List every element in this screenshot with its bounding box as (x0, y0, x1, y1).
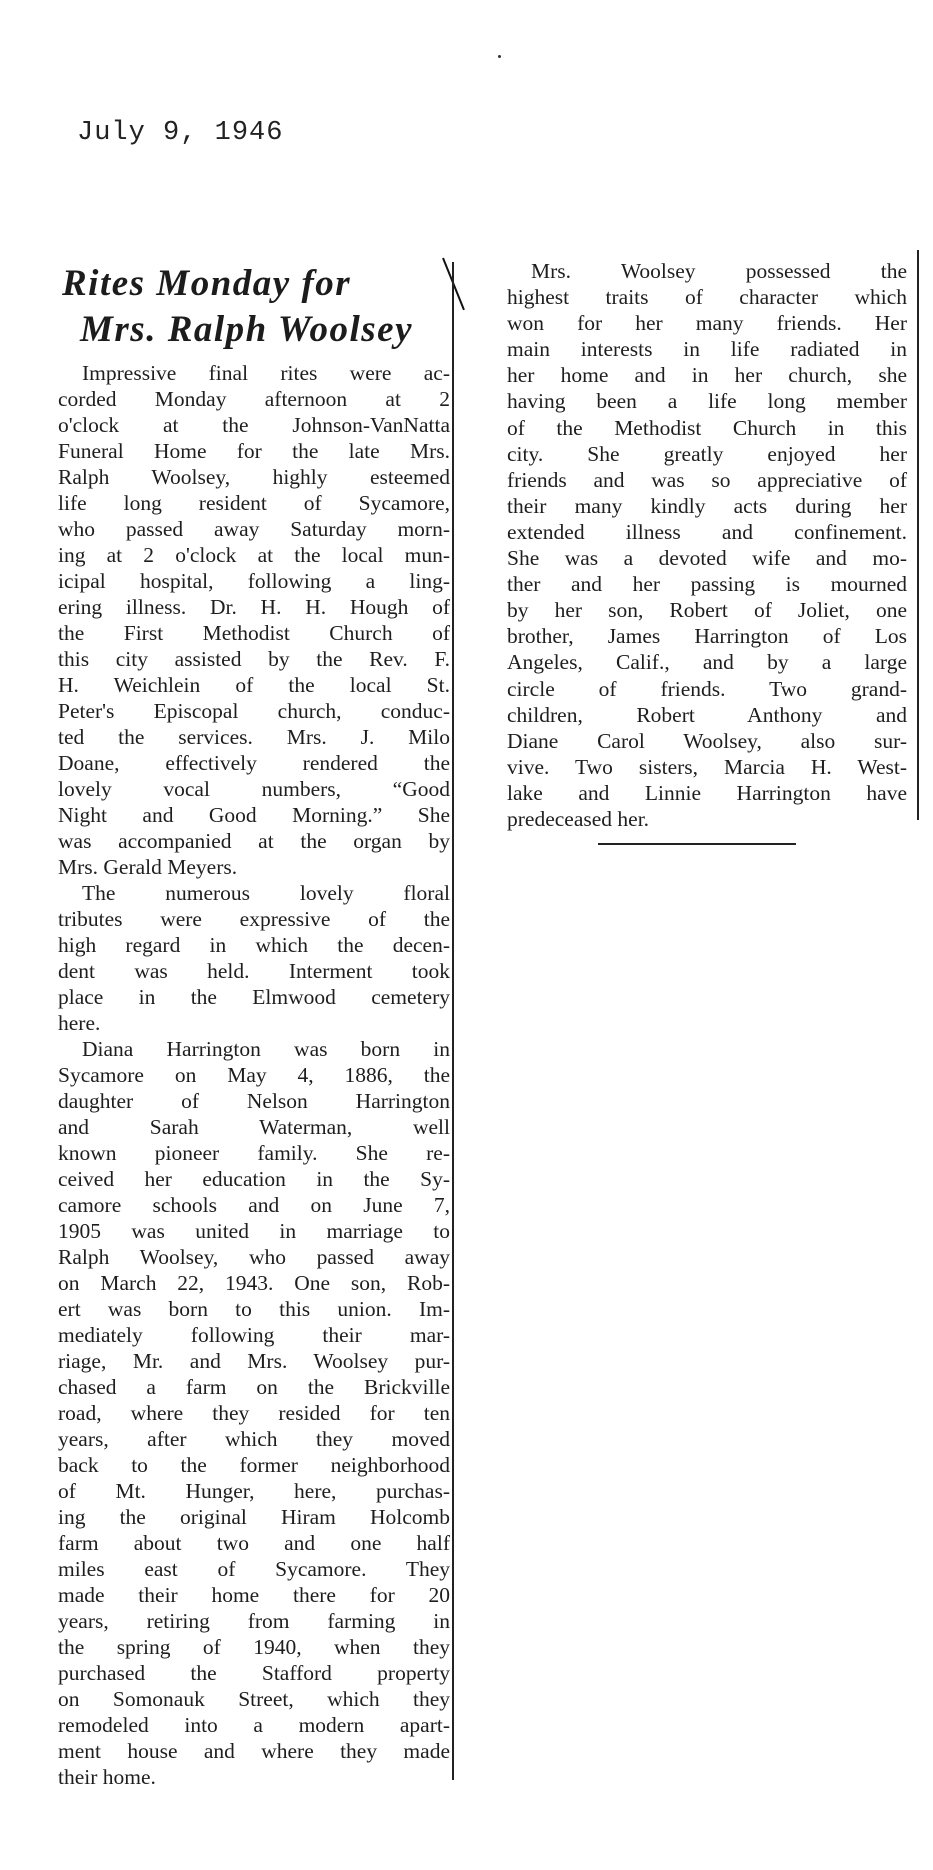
article-text-line: dent was held. Interment took (58, 959, 450, 983)
article-text-line: o'clock at the Johnson-VanNatta (58, 413, 450, 437)
article-text-line: chased a farm on the Brickville (58, 1375, 450, 1399)
article-text-line: having been a life long member (507, 389, 907, 414)
article-text-line: life long resident of Sycamore, (58, 491, 450, 515)
article-text-line: of the Methodist Church in this (507, 415, 907, 440)
article-text-line: friends and was so appreciative of (507, 467, 907, 492)
article-text-line: Mrs. Gerald Meyers. (58, 855, 238, 879)
article-text-line: Diana Harrington was born in (82, 1037, 450, 1061)
article-text-line: brother, James Harrington of Los (507, 624, 907, 649)
article-text-line: Funeral Home for the late Mrs. (58, 439, 450, 463)
article-text-line: won for her many friends. Her (507, 311, 907, 336)
article-text-line: ert was born to this union. Im- (58, 1297, 450, 1321)
article-text-line: back to the former neighborhood (58, 1453, 450, 1477)
article-text-line: ceived her education in the Sy- (58, 1167, 450, 1191)
article-text-line: Sycamore on May 4, 1886, the (58, 1063, 450, 1087)
article-text-line: corded Monday afternoon at 2 (58, 387, 450, 411)
article-text-line: purchased the Stafford property (58, 1661, 450, 1685)
article-text-line: lake and Linnie Harrington have (507, 780, 907, 805)
article-text-line: children, Robert Anthony and (507, 702, 907, 727)
article-text-line: ther and her passing is mourned (507, 572, 907, 597)
article-text-line: place in the Elmwood cemetery (58, 985, 450, 1009)
article-text-line: camore schools and on June 7, (58, 1193, 450, 1217)
article-text-line: known pioneer family. She re- (58, 1141, 450, 1165)
headline-line-2: Mrs. Ralph Woolsey (80, 309, 413, 350)
article-text-line: years, retiring from farming in (58, 1609, 450, 1633)
article-text-line: and Sarah Waterman, well (58, 1115, 450, 1139)
article-text-line: made their home there for 20 (58, 1583, 450, 1607)
article-text-line: lovely vocal numbers, “Good (58, 777, 450, 801)
article-text-line: the First Methodist Church of (58, 621, 450, 645)
article-text-line: vive. Two sisters, Marcia H. West- (507, 754, 907, 779)
article-text-line: miles east of Sycamore. They (58, 1557, 450, 1581)
article-text-line: Night and Good Morning.” She (58, 803, 450, 827)
article-column-2 (507, 258, 907, 832)
article-text-line: circle of friends. Two grand- (507, 676, 907, 701)
article-text-line: ted the services. Mrs. J. Milo (58, 725, 450, 749)
article-text-line: who passed away Saturday morn- (58, 517, 450, 541)
article-text-line: riage, Mr. and Mrs. Woolsey pur- (58, 1349, 450, 1373)
article-text-line: city. She greatly enjoyed her (507, 441, 907, 466)
article-text-line: Diane Carol Woolsey, also sur- (507, 728, 907, 753)
article-text-line: here. (58, 1011, 101, 1035)
article-text-line: Ralph Woolsey, highly esteemed (58, 465, 450, 489)
clipping-date: July 9, 1946 (77, 118, 284, 148)
article-text-line: ment house and where they made (58, 1739, 450, 1763)
article-text-line: 1905 was united in marriage to (58, 1219, 450, 1243)
article-text-line: highest traits of character which (507, 285, 907, 310)
article-text-line: tributes were expressive of the (58, 907, 450, 931)
article-text-line: by her son, Robert of Joliet, one (507, 598, 907, 623)
speck (498, 55, 501, 58)
article-text-line: on Somonauk Street, which they (58, 1687, 450, 1711)
article-text-line: the spring of 1940, when they (58, 1635, 450, 1659)
article-text-line: ing the original Hiram Holcomb (58, 1505, 450, 1529)
article-text-line: main interests in life radiated in (507, 337, 907, 362)
article-text-line: mediately following their mar- (58, 1323, 450, 1347)
article-column-1 (58, 360, 450, 1790)
article-text-line: years, after which they moved (58, 1427, 450, 1451)
headline-line-1: Rites Monday for (62, 263, 352, 304)
article-text-line: Impressive final rites were ac- (82, 361, 450, 385)
article-text-line: their many kindly acts during her (507, 493, 907, 518)
article-text-line: icipal hospital, following a ling- (58, 569, 450, 593)
article-text-line: their home. (58, 1765, 156, 1789)
article-text-line: was accompanied at the organ by (58, 829, 450, 853)
article-text-line: Ralph Woolsey, who passed away (58, 1245, 450, 1269)
article-text-line: Doane, effectively rendered the (58, 751, 450, 775)
article-text-line: extended illness and confinement. (507, 519, 907, 544)
article-text-line: daughter of Nelson Harrington (58, 1089, 450, 1113)
article-text-line: H. Weichlein of the local St. (58, 673, 450, 697)
article-text-line: this city assisted by the Rev. F. (58, 647, 450, 671)
right-column-border (917, 250, 919, 820)
article-text-line: Mrs. Woolsey possessed the (531, 259, 907, 283)
article-end-rule (598, 843, 796, 845)
article-text-line: her home and in her church, she (507, 363, 907, 388)
column-divider (452, 262, 454, 1780)
article-text-line: predeceased her. (507, 806, 650, 831)
article-text-line: ing at 2 o'clock at the local mun- (58, 543, 450, 567)
article-text-line: The numerous lovely floral (82, 881, 450, 905)
article-text-line: She was a devoted wife and mo- (507, 546, 907, 571)
article-text-line: on March 22, 1943. One son, Rob- (58, 1271, 450, 1295)
article-text-line: road, where they resided for ten (58, 1401, 450, 1425)
article-text-line: Angeles, Calif., and by a large (507, 650, 907, 675)
article-text-line: farm about two and one half (58, 1531, 450, 1555)
article-text-line: Peter's Episcopal church, conduc- (58, 699, 450, 723)
article-text-line: ering illness. Dr. H. H. Hough of (58, 595, 450, 619)
article-text-line: high regard in which the decen- (58, 933, 450, 957)
article-text-line: remodeled into a modern apart- (58, 1713, 450, 1737)
article-text-line: of Mt. Hunger, here, purchas- (58, 1479, 450, 1503)
